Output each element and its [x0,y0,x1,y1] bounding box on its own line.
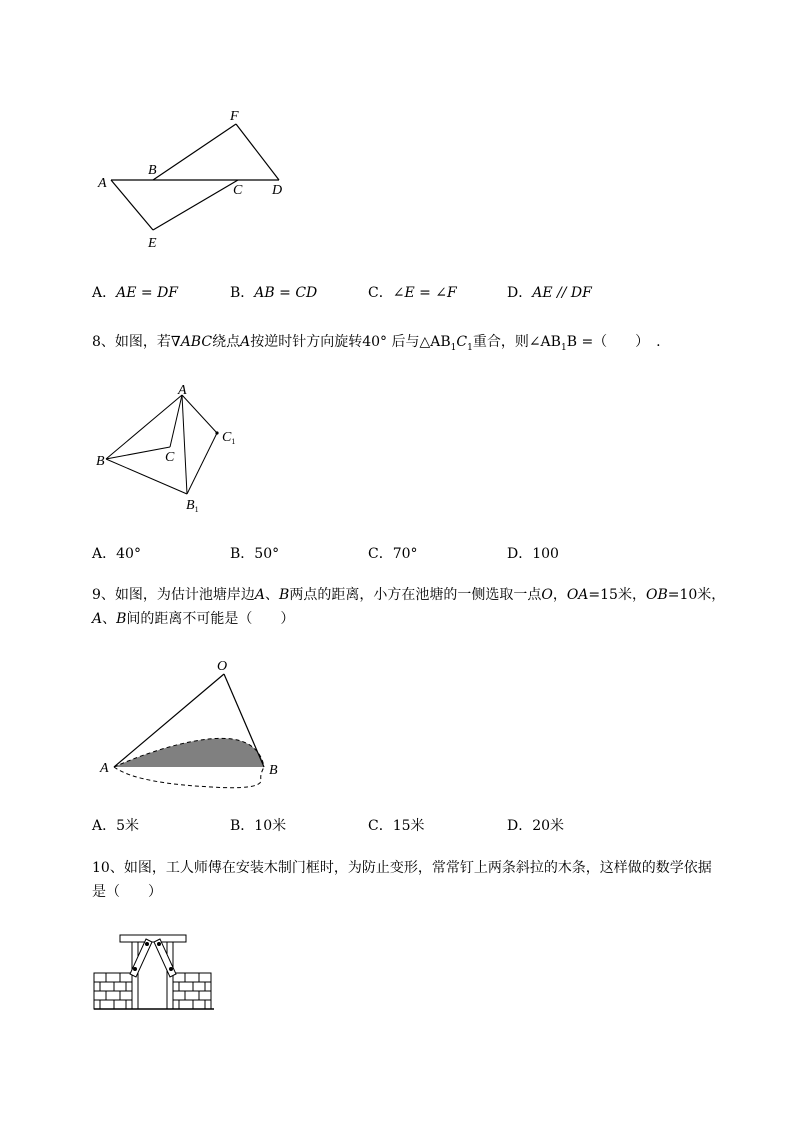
q8-label-c1: $C_1$ [222,430,236,446]
q7-line-ae [111,180,153,230]
q10-nail [169,967,173,971]
q10-nail [145,942,149,946]
q7-option-a[interactable]: A．AE = DF [92,285,179,301]
q7-option-b[interactable]: B．AB = CD [230,285,318,301]
q10-left-wall [94,973,132,1009]
q7-label-c: C [233,183,243,198]
q8-label-a: A [178,383,187,398]
q9-pond [114,738,264,767]
q8-line-bc [106,447,170,459]
q8-option-d[interactable]: D．100 [507,546,559,562]
q8-line-ab1 [182,395,187,494]
q9-label-b: B [269,763,278,778]
q10-stem-line2: 是（ ） [92,884,162,900]
q7-line-fd [236,124,279,180]
q10-lintel [120,935,186,942]
q7-option-d[interactable]: D．AE // DF [507,285,592,301]
q9-label-a: A [100,761,109,776]
q7-label-f: F [230,109,239,124]
q7-label-a: A [98,176,107,191]
q7-label-d: D [272,183,283,198]
q9-option-a[interactable]: A．5米 [92,818,140,834]
q10-nail [157,942,161,946]
q9-stem-line1: 9、如图，为估计池塘岸边A、B两点的距离，小方在池塘的一侧选取一点O，OA=15米，OB=10米， [92,587,726,603]
q8-label-b1: $B_1$ [186,498,199,514]
q8-line-c1b1 [187,433,217,494]
q9-option-b[interactable]: B．10米 [230,818,287,834]
q9-option-c[interactable]: C．15米 [368,818,425,834]
q10-door-frame-figure [92,925,217,1017]
q8-line-ac1 [182,395,217,433]
q8-stem: 8、如图，若∇ABC绕点A按逆时针方向旋转40° 后与$\triangle AB_1C_1$重合，则$\angle AB_1B$ =（ ） . [92,334,661,353]
q8-line-bb1 [106,459,187,494]
q8-option-a[interactable]: A．40° [92,546,141,562]
q7-line-bf [153,124,236,180]
q10-stem-line1: 10、如图，工人师傅在安装木制门框时，为防止变形，常常钉上两条斜拉的木条，这样做的数学依据 [92,860,712,876]
q7-label-b: B [148,163,157,178]
q7-line-ec [153,180,238,230]
q8-line-ca [170,395,182,447]
q8-option-b[interactable]: B．50° [230,546,280,562]
q8-label-c: C [165,450,175,465]
q8-label-b: B [96,454,105,469]
q9-pond-bottom-edge [114,767,264,788]
q8-figure [90,380,260,520]
q8-point-c1 [215,431,218,434]
q8-option-c[interactable]: C．70° [368,546,418,562]
q10-nail [133,967,137,971]
q9-option-d[interactable]: D．20米 [507,818,565,834]
q7-label-e: E [148,236,157,251]
q9-stem-line2: A、B间的距离不可能是（ ） [92,611,295,627]
q9-figure [92,655,292,800]
q7-option-c[interactable]: C．∠E = ∠F [368,285,457,301]
q10-right-wall [173,973,211,1009]
q9-label-o: O [217,659,228,674]
q7-figure [90,100,310,260]
